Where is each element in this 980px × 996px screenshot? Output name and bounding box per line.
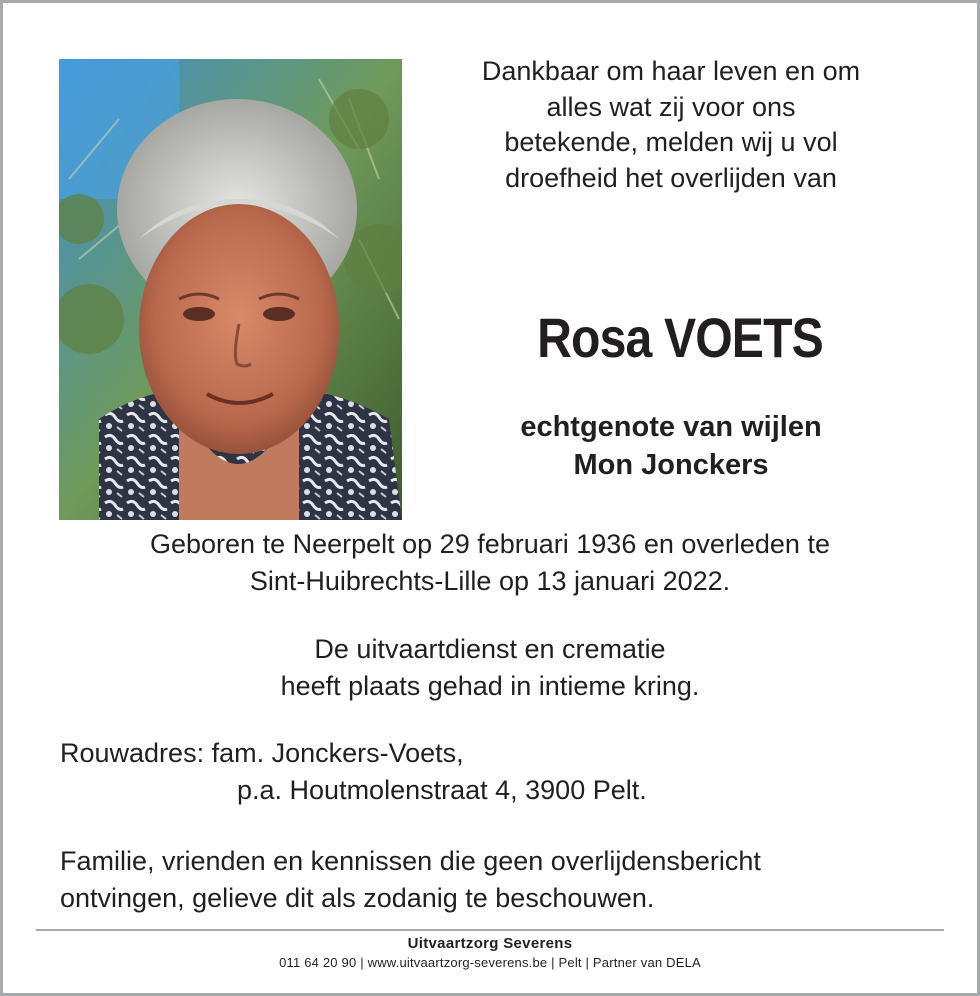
portrait-photo — [59, 59, 402, 520]
mourning-address-street: p.a. Houtmolenstraat 4, 3900 Pelt. — [237, 775, 647, 805]
birth-line: Geboren te Neerpelt op 29 februari 1936 en overleden te — [150, 529, 830, 559]
notice-line: Familie, vrienden en kennissen die geen overlijdensbericht — [60, 846, 761, 876]
service-text — [40, 631, 940, 705]
funeral-company-name: Uitvaartzorg Severens — [407, 935, 573, 952]
deceased-name: Rosa VOETS — [537, 306, 823, 369]
mourning-address-label: Rouwadres: fam. Jonckers-Voets, — [60, 738, 464, 768]
portrait-photo-icon — [59, 59, 402, 520]
notice-line: ontvingen, gelieve dit als zodanig te beschouwen. — [60, 883, 655, 913]
intro-line: Dankbaar om haar leven en om — [481, 56, 861, 86]
notice-text — [60, 843, 940, 917]
service-line: De uitvaartdienst en crematie — [314, 634, 666, 664]
intro-line: alles wat zij voor ons — [546, 91, 796, 122]
service-line: heeft plaats gehad in intieme kring. — [280, 671, 700, 701]
intro-line: droefheid het overlijden van — [505, 162, 837, 193]
intro-line: betekende, melden wij u vol — [504, 127, 838, 157]
death-line: Sint-Huibrechts-Lille op 13 januari 2022. — [249, 566, 731, 596]
funeral-company-contact: 011 64 20 90 | www.uitvaartzorg-severens.be | Pelt | Partner van DELA — [279, 955, 701, 970]
relation-line: echtgenote van wijlen — [520, 411, 822, 443]
intro-text — [440, 54, 902, 196]
birth-death-text — [40, 526, 940, 600]
spouse-name: Mon Jonckers — [573, 449, 769, 481]
spouse-relation — [440, 408, 902, 484]
footer-divider — [36, 929, 944, 931]
